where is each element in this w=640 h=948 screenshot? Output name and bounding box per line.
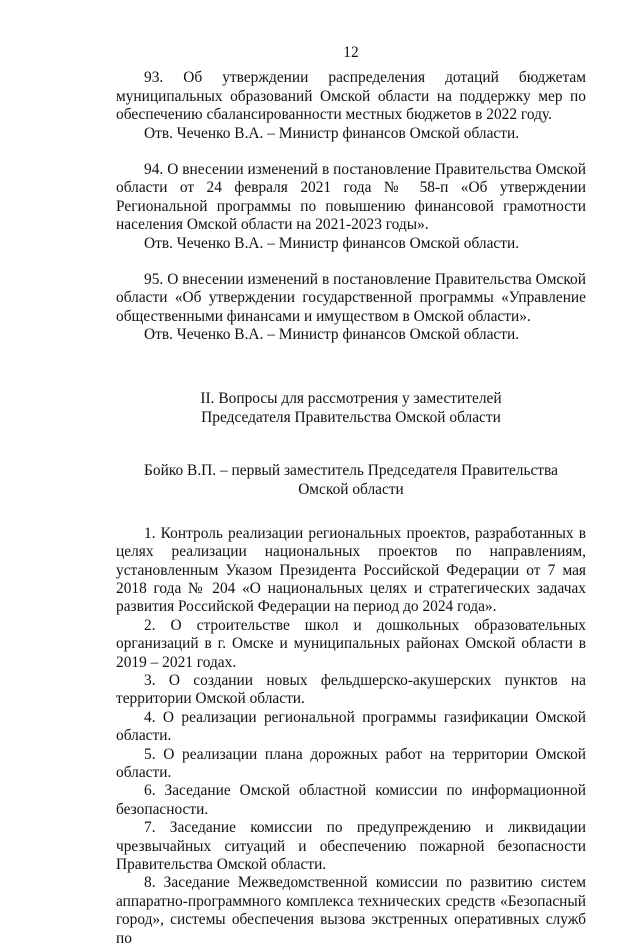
decision-93 [116,69,586,143]
agenda-item: 2. О строительстве школ и дошкольных образовательных организаций в г. Омске и муниципальных районах Омской области в 2019 – 2021 годах. [116,616,586,671]
agenda-item: 3. О создании новых фельдшерско-акушерских пунктов на территории Омской области. [116,671,586,708]
agenda-item: 5. О реализации плана дорожных работ на территории Омской области. [116,745,586,781]
section-title-line: Председателя Правительства Омской области [201,408,501,426]
responsible-person: Отв. Чеченко В.А. – Министр финансов Омской области. [144,234,520,252]
decision-94 [116,161,586,253]
decision-95 [116,271,586,345]
page-number: 12 [343,44,359,61]
document-page [116,44,586,948]
decision-text: 94. О внесении изменений в постановление Правительства Омской области от 24 февраля 2021 года № 58-п «Об утверждении Региональной программы по повышению финансовой грамотности населения Омской области на 2021-2023 годы». [116,161,586,234]
official-title-line: Бойко В.П. – первый заместитель Председателя Правительства [144,461,558,479]
decision-text: 95. О внесении изменений в постановление Правительства Омской области «Об утверждении государственной программы «Управление общественными финансами и имуществом в Омской области». [116,271,586,325]
section-title-line: II. Вопросы для рассмотрения у заместителей [200,389,502,407]
agenda-item: 6. Заседание Омской областной комиссии по информационной безопасности. [116,782,586,818]
agenda-item: 7. Заседание комиссии по предупреждению и ликвидации чрезвычайных ситуаций и обеспечению пожарной безопасности Правительства Омской области. [116,819,586,873]
section-heading [116,389,586,427]
agenda-item: 4. О реализации региональной программы газификации Омской области. [116,708,586,745]
responsible-person: Отв. Чеченко В.А. – Министр финансов Омской области. [144,326,520,344]
official-heading [116,461,586,499]
agenda-item: 1. Контроль реализации региональных проектов, разработанных в целях реализации национальных проектов по направлениям, установленным Указом Президента Российской Федерации от 7 мая 2018 года № 204 «О национальных целях и стратегических задачах развития Российской Федерации на период до 2024 года». [116,524,586,616]
agenda-items [116,525,586,948]
decision-text: 93. Об утверждении распределения дотаций бюджетам муниципальных образований Омской области на поддержку мер по обеспечению сбалансированности местных бюджетов в 2022 году. [116,69,586,124]
agenda-item: 8. Заседание Межведомственной комиссии по развитию систем аппаратно-программного комплекса технических средств «Безопасный город», системы обеспечения вызова экстренных оперативных служб по [116,874,586,947]
official-title-line: Омской области [298,480,404,498]
responsible-person: Отв. Чеченко В.А. – Министр финансов Омской области. [144,124,520,142]
